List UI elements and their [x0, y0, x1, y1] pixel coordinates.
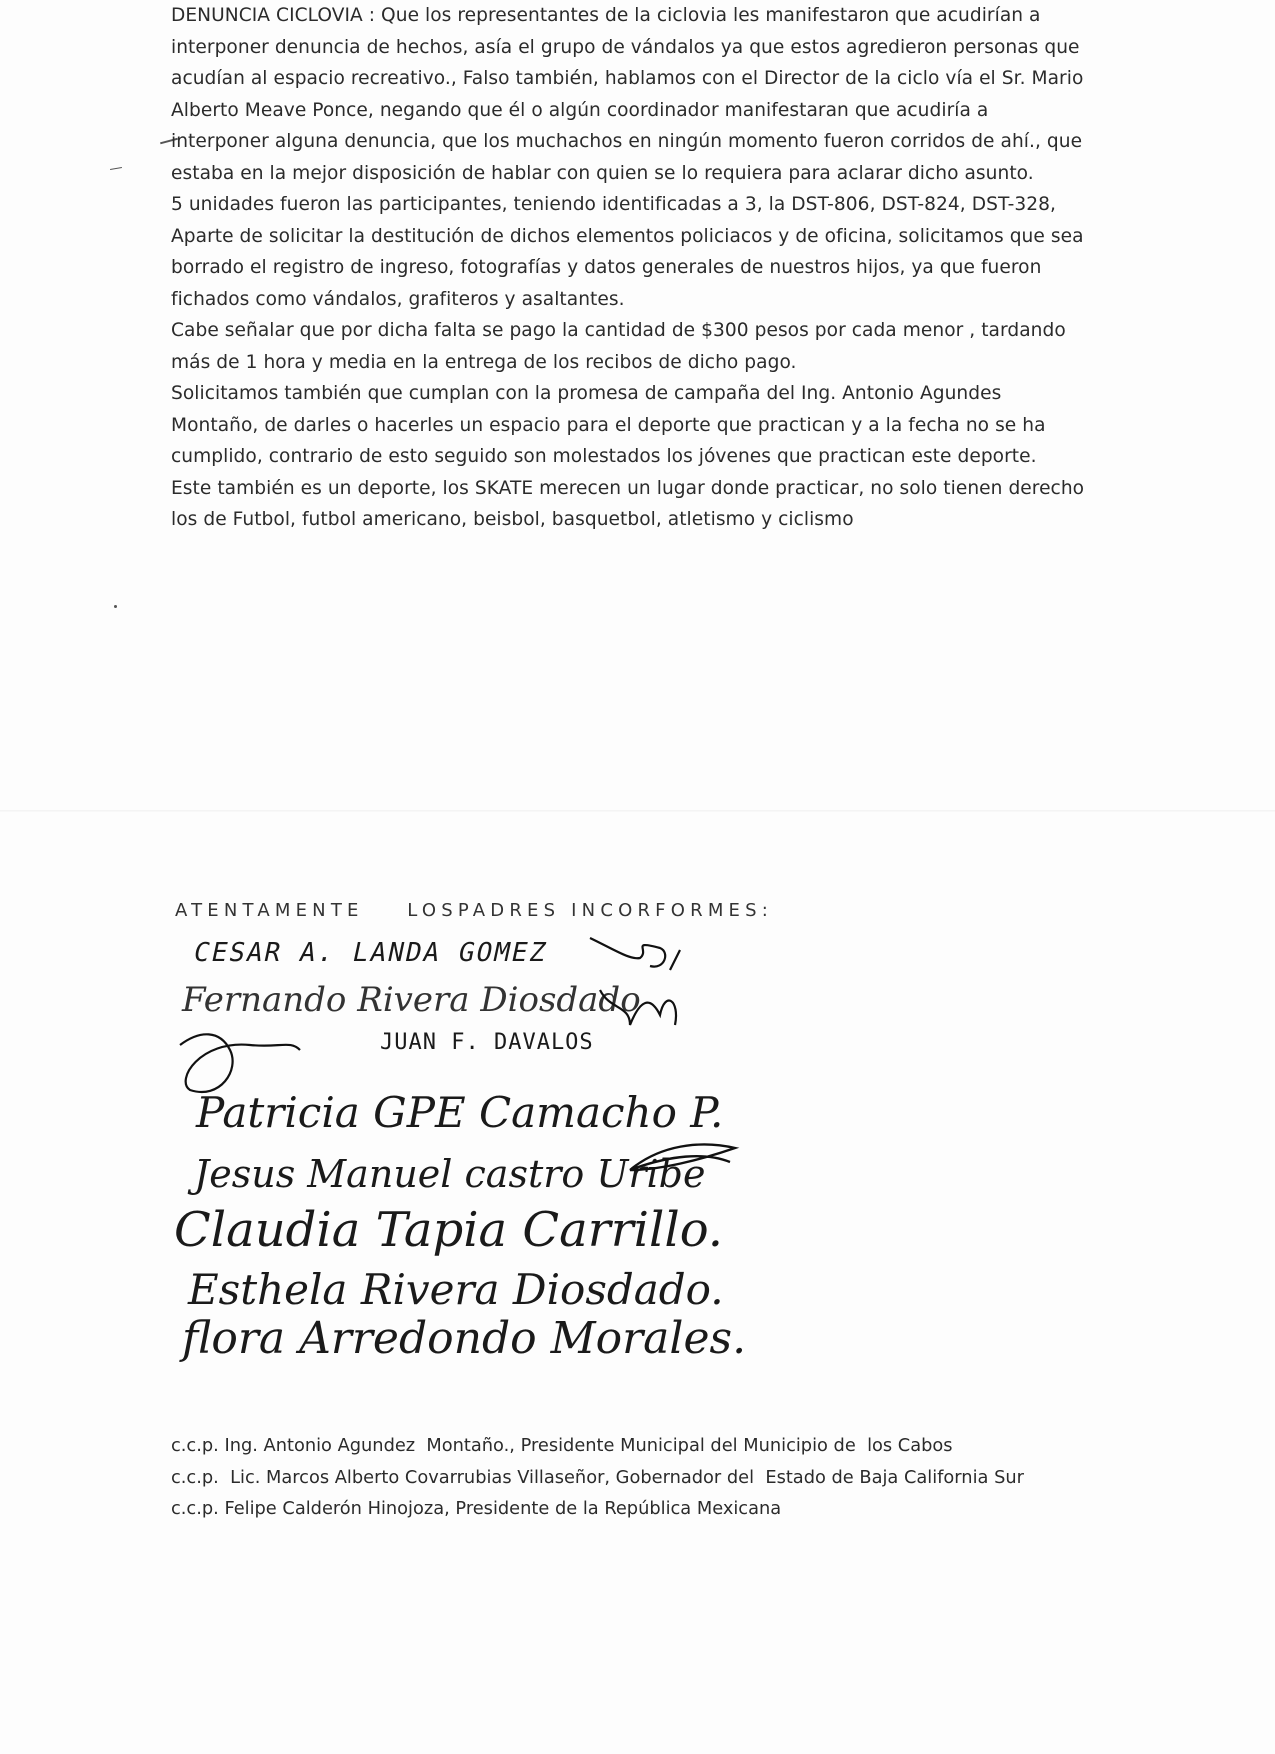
paragraph-promesa: Solicitamos también que cumplan con la promesa de campaña del Ing. Antonio Agundes Montaño, de darles o hacerles un espacio para el deporte que practican y a la fecha no se ha cumplido, contrario de esto seguido son molestados los jóvenes que practican este deporte.	[171, 383, 1046, 467]
paragraph-destitucion: Aparte de solicitar la destitución de dichos elementos policiacos y de oficina, solicitamos que sea borrado el registro de ingreso, fotografías y datos generales de nuestros hijos, ya que fueron fichados como vándalos, grafiteros y asaltantes.	[171, 225, 1084, 310]
scan-mark	[110, 167, 122, 170]
copy-recipients	[171, 1430, 1091, 1525]
signature-scribble-2	[600, 990, 676, 1025]
paragraph-skate: Este también es un deporte, los SKATE merecen un lugar donde practicar, no solo tienen derecho los de Futbol, futbol americano, beisbol, basquetbol, atletismo y ciclismo	[171, 477, 1085, 530]
letter-body	[171, 0, 1091, 536]
paper-fold-line	[0, 810, 1275, 812]
signature-flourishes	[160, 930, 820, 1350]
signature-7: Esthela Rivera Diosdado.	[188, 1265, 724, 1314]
closing-line: ATENTAMENTE LOSPADRES INCORFORMES:	[175, 900, 774, 921]
signature-5: Jesus Manuel castro Uribe	[194, 1152, 706, 1196]
signature-3: JUAN F. DAVALOS	[380, 1030, 594, 1055]
paragraph-unidades: 5 unidades fueron las participantes, teniendo identificadas a 3, la DST-806, DST-824, DST-328,	[171, 194, 1057, 215]
signature-scribble-4	[630, 1144, 735, 1170]
signature-scribble-1	[590, 938, 680, 970]
ccp-line-3: c.c.p. Felipe Calderón Hinojoza, Presidente de la República Mexicana	[171, 1498, 782, 1519]
signature-1: CESAR A. LANDA GOMEZ	[190, 938, 551, 968]
signature-2: Fernando Rivera Diosdado	[182, 980, 641, 1020]
ccp-line-2: c.c.p. Lic. Marcos Alberto Covarrubias Villaseñor, Gobernador del Estado de Baja California Sur	[171, 1466, 1024, 1488]
ccp-line-1: c.c.p. Ing. Antonio Agundez Montaño., Presidente Municipal del Municipio de los Cabos	[171, 1435, 953, 1456]
signature-scribble-3	[180, 1034, 300, 1092]
signature-4: Patricia GPE Camacho P.	[196, 1088, 724, 1137]
signature-block	[160, 930, 820, 1364]
scan-mark	[114, 605, 117, 608]
signature-6: Claudia Tapia Carrillo.	[174, 1202, 724, 1258]
signature-8: flora Arredondo Morales.	[182, 1313, 747, 1364]
paragraph-ciclovia: DENUNCIA CICLOVIA : Que los representantes de la ciclovia les manifestaron que acudirían a interponer denuncia de hechos, asía el grupo de vándalos ya que estos agredieron personas que acudían al espacio recreativo., Falso también, hablamos con el Director de la ciclo vía el Sr. Mario Alberto Meave Ponce, negando que él o algún coordinador manifestaran que acudiría a interponer alguna denuncia, que los muchachos en ningún momento fueron corridos de ahí., que estaba en la mejor disposición de hablar con quien se lo requiera para aclarar dicho asunto.	[171, 5, 1084, 184]
paragraph-pago: Cabe señalar que por dicha falta se pago la cantidad de $300 pesos por cada menor , tardando más de 1 hora y media en la entrega de los recibos de dicho pago.	[171, 320, 1066, 373]
